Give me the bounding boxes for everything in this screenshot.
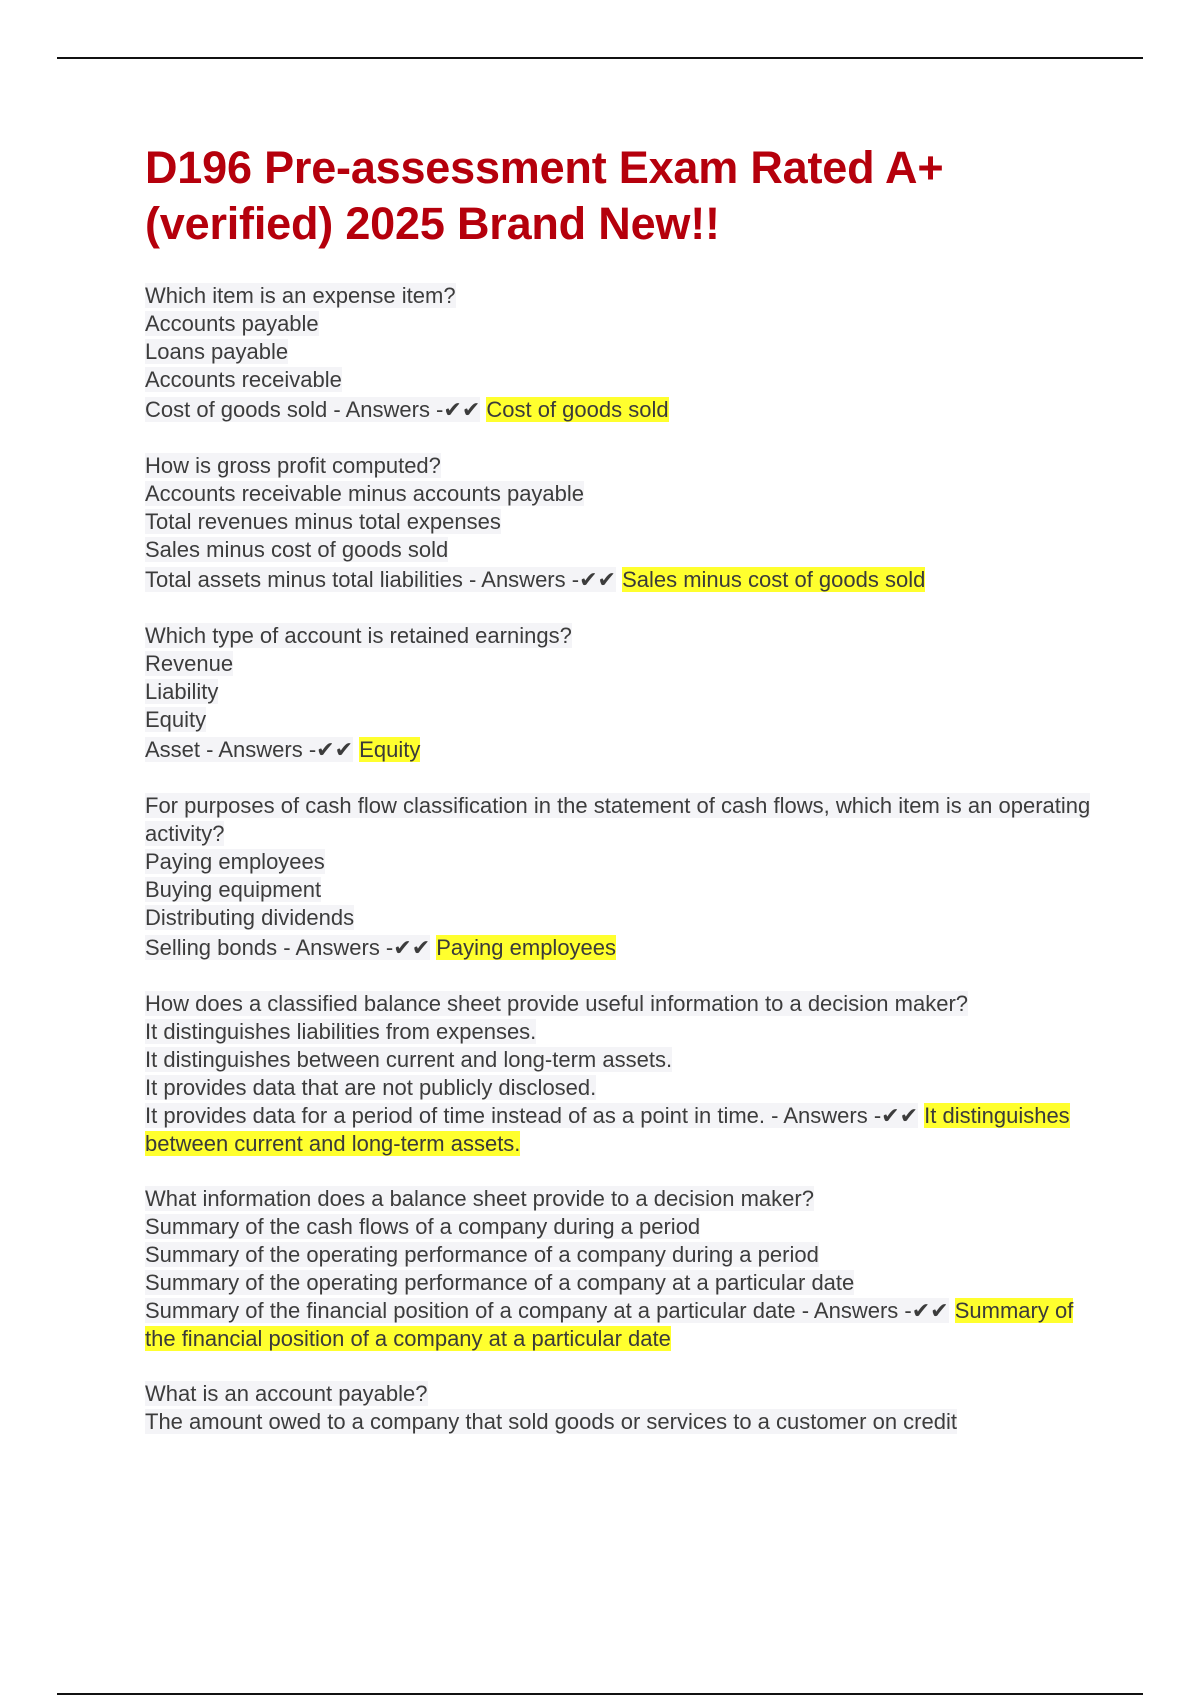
answer-marker: - Answers -✔✔ [333,397,481,422]
qa-block [145,452,1105,595]
option: Total revenues minus total expenses [145,509,501,534]
question-text: For purposes of cash flow classification in the statement of cash flows, which item is an operating activity? [145,793,1091,846]
option: It distinguishes between current and long-term assets. [145,1047,673,1072]
question-text: What is an account payable? [145,1381,428,1406]
option: Liability [145,679,219,704]
question-text: How is gross profit computed? [145,453,441,478]
option: Accounts receivable minus accounts payable [145,481,585,506]
question-text: Which item is an expense item? [145,283,456,308]
option: Paying employees [145,849,325,874]
answer-line [145,1297,1105,1353]
answer-line [145,1102,1105,1158]
option: Sales minus cost of goods sold [145,537,449,562]
highlighted-answer: Sales minus cost of goods sold [622,567,926,592]
option: It distinguishes liabilities from expenses. [145,1019,537,1044]
top-rule [57,57,1143,59]
option: The amount owed to a company that sold goods or services to a customer on credit [145,1409,957,1434]
answer-line [145,394,1105,425]
answer-marker: - Answers -✔✔ [283,935,431,960]
document-body [145,140,1105,1463]
answer-marker: - Answers -✔✔ [801,1298,949,1323]
option: Equity [145,707,207,732]
option: Summary of the operating performance of a company during a period [145,1242,819,1267]
highlighted-answer: Cost of goods sold [486,397,669,422]
option: Accounts payable [145,311,319,336]
last-option: Selling bonds [145,935,278,960]
answer-line [145,734,1105,765]
answer-marker: - Answers -✔✔ [206,737,354,762]
last-option: Asset [145,737,201,762]
question-text: Which type of account is retained earnings? [145,623,572,648]
highlighted-answer: Paying employees [436,935,617,960]
answer-line [145,564,1105,595]
qa-block [145,1380,1105,1436]
option: Revenue [145,651,234,676]
answer-marker: - Answers -✔✔ [469,567,616,592]
highlighted-answer: Summary of the financial position of a company at a particular date [145,1298,1074,1351]
qa-block [145,622,1105,765]
last-option: Total assets minus total liabilities [145,567,463,592]
qa-block [145,1185,1105,1353]
option: Buying equipment [145,877,322,902]
question-text: What information does a balance sheet provide to a decision maker? [145,1186,814,1211]
highlighted-answer: Equity [359,737,421,762]
option: Accounts receivable [145,367,342,392]
last-option: It provides data for a period of time instead of as a point in time. [145,1103,766,1128]
bottom-rule [57,1693,1143,1695]
option: Loans payable [145,339,289,364]
question-text: How does a classified balance sheet provide useful information to a decision maker? [145,991,969,1016]
answer-marker: - Answers -✔✔ [771,1103,919,1128]
answer-line [145,932,1105,963]
qa-block [145,990,1105,1158]
option: Summary of the operating performance of a company at a particular date [145,1270,855,1295]
last-option: Cost of goods sold [145,397,328,422]
option: It provides data that are not publicly disclosed. [145,1075,597,1100]
option: Distributing dividends [145,905,355,930]
page-title: D196 Pre-assessment Exam Rated A+ (verified) 2025 Brand New!! [145,142,944,249]
last-option: Summary of the financial position of a company at a particular date [145,1298,796,1323]
qa-block [145,792,1105,963]
qa-block [145,282,1105,425]
highlighted-answer: It distinguishes between current and long-term assets. [145,1103,1070,1156]
option: Summary of the cash flows of a company during a period [145,1214,701,1239]
